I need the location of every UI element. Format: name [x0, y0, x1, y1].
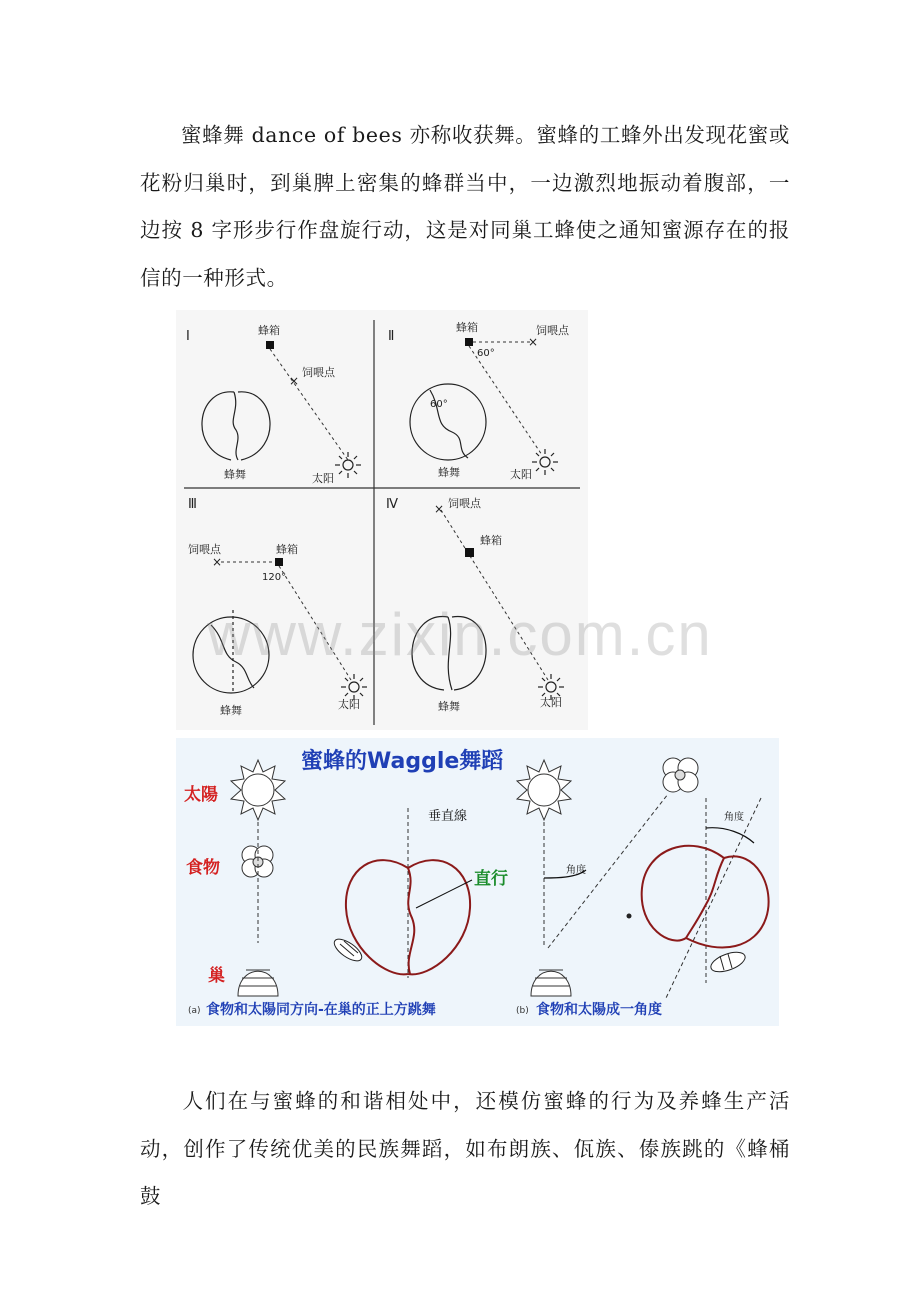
panel-4-sun-label: 太阳	[540, 696, 562, 709]
panel-1-dance-label: 蜂舞	[224, 468, 246, 481]
caption-a-prefix: (a)	[188, 1006, 201, 1016]
intro-paragraph	[140, 112, 790, 302]
panel-2-feeding-label: 饲喂点	[536, 324, 569, 337]
panel-1-sun-label: 太阳	[312, 472, 334, 485]
panel-4-dance-label: 蜂舞	[438, 700, 460, 713]
caption-b-prefix: (b)	[516, 1006, 529, 1016]
panel-3-feeding-label: 饲喂点	[188, 543, 221, 556]
panel-4-hive-label: 蜂箱	[480, 534, 502, 547]
panel-2-hive-label: 蜂箱	[456, 321, 478, 334]
panel-3-dance-label: 蜂舞	[220, 704, 242, 717]
panel-1-feeding-label: 饲喂点	[302, 366, 335, 379]
closing-paragraph-text: 人们在与蜜蜂的和谐相处中，还模仿蜜蜂的行为及养蜂生产活动，创作了传统优美的民族舞蹈，如布朗族、佤族、傣族跳的《蜂桶鼓	[140, 1089, 790, 1208]
angle-label-right: 角度	[724, 812, 744, 823]
closing-paragraph	[140, 1078, 790, 1221]
svg-text:×: ×	[434, 502, 445, 516]
panel-2-angle-label: 60°	[477, 348, 495, 359]
watermark: www.zixin.com.cn	[207, 601, 713, 668]
caption-b: 食物和太陽成一角度	[536, 1002, 662, 1018]
bee-dance-diagram-figure	[176, 310, 588, 730]
panel-3-angle-label: 120°	[262, 572, 287, 583]
svg-text:×: ×	[289, 374, 300, 388]
intro-paragraph-text: 蜜蜂舞 dance of bees 亦称收获舞。蜜蜂的工蜂外出发现花蜜或花粉归巢时，到巢脾上密集的蜂群当中，一边激烈地振动着腹部，一边按 8 字形步行作盘旋行动，这是对同巢工蜂使之通知蜜源存在的报信的一种形式。	[140, 123, 790, 290]
straight-label: 直行	[474, 869, 508, 889]
food-label: 食物	[186, 858, 220, 878]
panel-4-numeral: Ⅳ	[386, 497, 398, 512]
panel-1-numeral: Ⅰ	[186, 329, 190, 344]
vertical-line-label: 垂直線	[428, 809, 468, 824]
svg-text:×: ×	[528, 335, 539, 349]
panel-2-dance-label: 蜂舞	[438, 466, 460, 479]
panel-1-hive-label: 蜂箱	[258, 324, 280, 337]
svg-text:×: ×	[212, 555, 223, 569]
panel-3-numeral: Ⅲ	[188, 497, 197, 512]
caption-a: 食物和太陽同方向-在巢的正上方跳舞	[206, 1002, 436, 1018]
nest-label: 巢	[208, 966, 225, 986]
panel-2-angle-inner-label: 60°	[430, 399, 448, 410]
angle-label-left: 角度	[566, 865, 586, 876]
waggle-title: 蜜蜂的Waggle舞蹈	[301, 749, 504, 774]
flower-icon-right	[663, 758, 698, 792]
panel-4-feeding-label: 饲喂点	[448, 497, 481, 510]
panel-3-hive-label: 蜂箱	[276, 543, 298, 556]
sun-label: 太陽	[184, 785, 218, 805]
panel-2-numeral: Ⅱ	[388, 329, 395, 344]
panel-2-sun-label: 太阳	[510, 468, 532, 481]
waggle-dance-figure	[176, 738, 779, 1026]
panel-3-sun-label: 太阳	[338, 698, 360, 711]
